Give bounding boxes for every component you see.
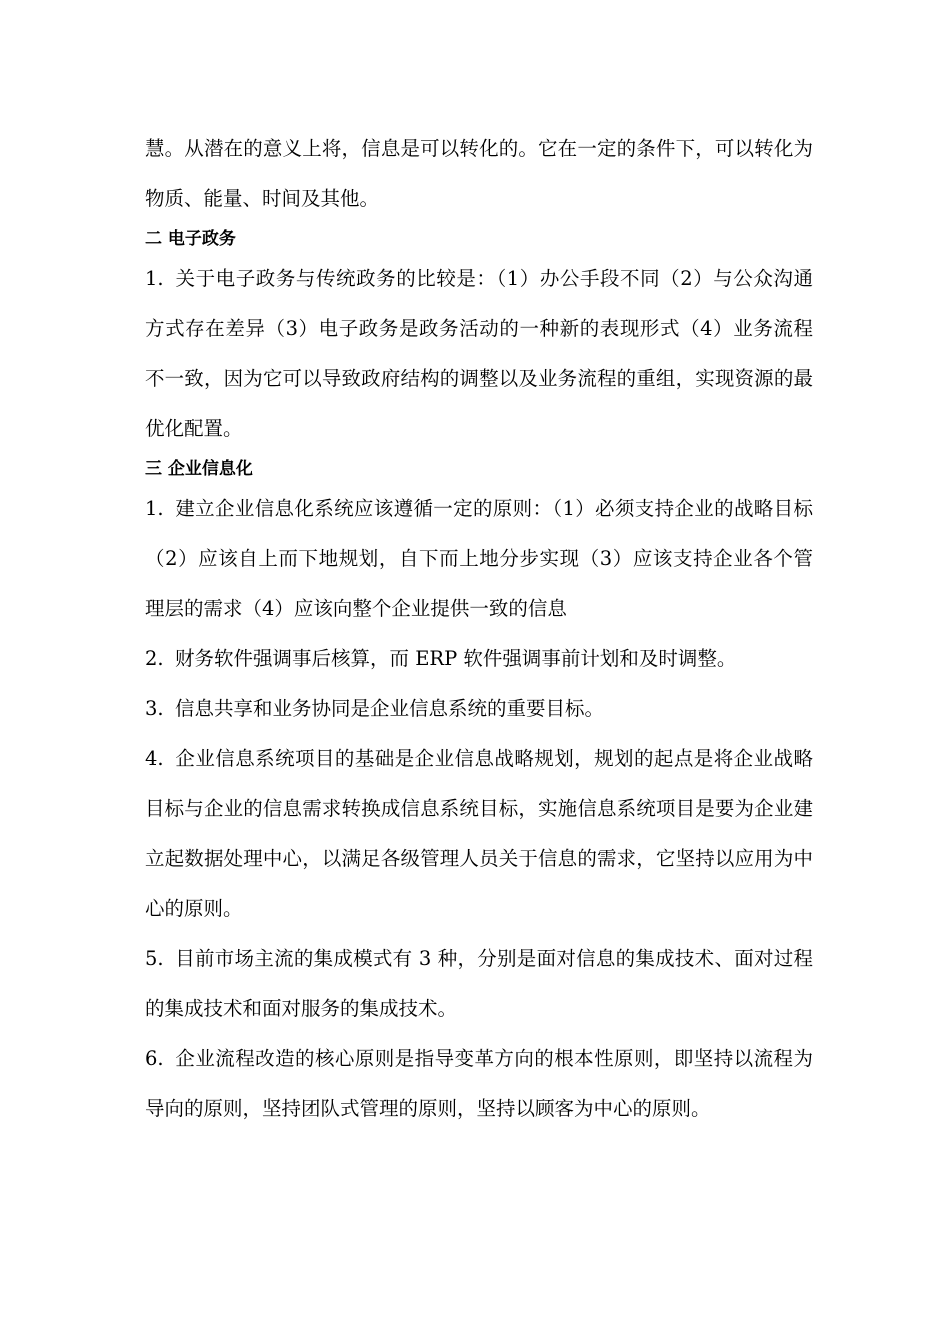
- list-item-text: 建立企业信息化系统应该遵循一定的原则：（1）必须支持企业的战略目标（2）应该自上而下地规划，自下而上地分步实现（3）应该支持企业各个管理层的需求（4）应该向整个企业提供一致的信息: [145, 497, 813, 620]
- list-item-text: 企业信息系统项目的基础是企业信息战略规划，规划的起点是将企业战略目标与企业的信息需求转换成信息系统目标，实施信息系统项目是要为企业建立起数据处理中心，以满足各级管理人员关于信息的需求，它坚持以应用为中心的原则。: [145, 747, 813, 920]
- list-item: [145, 484, 813, 634]
- list-item: [145, 634, 813, 684]
- list-item-text: 信息共享和业务协同是企业信息系统的重要目标。: [175, 697, 605, 720]
- list-item: [145, 734, 813, 934]
- list-item-number: 6.: [145, 1047, 164, 1070]
- list-item: [145, 1034, 813, 1134]
- list-item-number: 3.: [145, 697, 164, 720]
- section-heading-e-government: 二 电子政务: [145, 229, 236, 249]
- list-item: [145, 254, 813, 454]
- list-item-number: 5.: [145, 947, 164, 970]
- list-item: [145, 684, 813, 734]
- list-item-number: 2.: [145, 647, 164, 670]
- list-item-text: 目前市场主流的集成模式有 3 种，分别是面对信息的集成技术、面对过程的集成技术和面对服务的集成技术。: [145, 947, 813, 1020]
- intro-paragraph: 慧。从潜在的意义上将，信息是可以转化的。它在一定的条件下，可以转化为物质、能量、时间及其他。: [145, 137, 813, 210]
- list-item-number: 4.: [145, 747, 164, 770]
- document-body: [145, 124, 813, 1134]
- list-item: [145, 934, 813, 1034]
- list-item-text: 关于电子政务与传统政务的比较是：（1）办公手段不同（2）与公众沟通方式存在差异（3）电子政务是政务活动的一种新的表现形式（4）业务流程不一致，因为它可以导致政府结构的调整以及业务流程的重组，实现资源的最优化配置。: [145, 267, 813, 440]
- list-item-number: 1.: [145, 267, 164, 290]
- section-heading-enterprise-informatization: 三 企业信息化: [145, 459, 253, 479]
- list-item-text: 财务软件强调事后核算，而 ERP 软件强调事前计划和及时调整。: [175, 647, 737, 670]
- list-item-text: 企业流程改造的核心原则是指导变革方向的根本性原则，即坚持以流程为导向的原则，坚持团队式管理的原则，坚持以顾客为中心的原则。: [145, 1047, 813, 1120]
- list-item-number: 1.: [145, 497, 164, 520]
